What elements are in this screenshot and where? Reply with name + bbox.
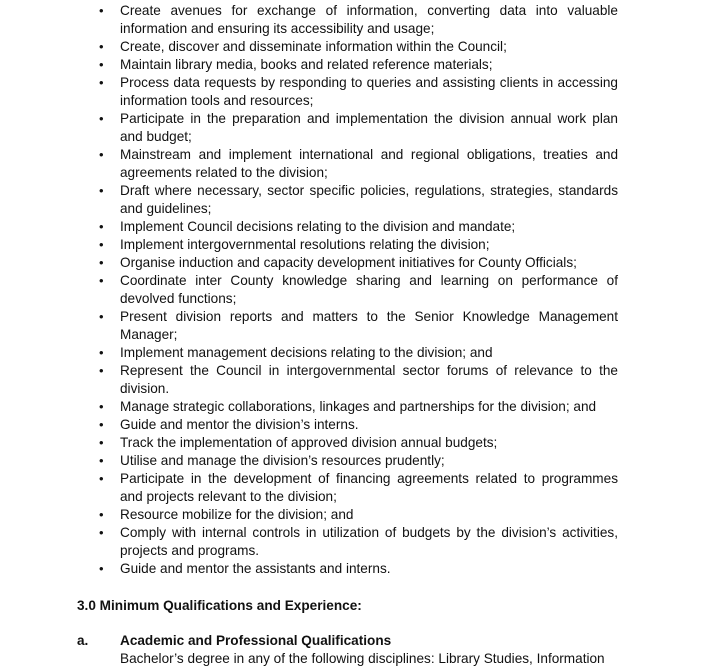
list-item-text: Track the implementation of approved division annual budgets; [120,435,498,450]
bullet-icon: • [99,57,104,72]
list-item [99,434,618,452]
bullet-icon: • [99,399,104,414]
bullet-icon: • [99,507,104,522]
bullet-icon: • [99,237,104,252]
bullet-icon: • [99,417,104,432]
list-item [99,524,618,560]
list-item-text: Comply with internal controls in utilization of budgets by the division’s activities, projects and programs. [120,525,618,558]
section-heading: 3.0 Minimum Qualifications and Experience: [77,598,362,613]
bullet-icon: • [99,345,104,360]
list-item [99,470,618,506]
list-item-text: Guide and mentor the division’s interns. [120,417,359,432]
list-item-text: Mainstream and implement international and regional obligations, treaties and agreements related to the division; [120,147,618,180]
subsection-text: Bachelor’s degree in any of the following disciplines: Library Studies, Information [120,651,605,666]
list-item [99,218,618,236]
bullet-icon: • [99,183,104,198]
subsection-marker: a. [77,633,89,648]
list-item [99,74,618,110]
list-item [99,308,618,344]
list-item [99,56,618,74]
list-item-text: Implement Council decisions relating to the division and mandate; [120,219,516,234]
list-item-text: Organise induction and capacity development initiatives for County Officials; [120,255,577,270]
list-item-text: Present division reports and matters to the Senior Knowledge Management Manager; [120,309,618,342]
list-item [99,506,618,524]
list-item [99,344,618,362]
list-item [99,182,618,218]
list-item-text: Draft where necessary, sector specific policies, regulations, strategies, standards and guidelines; [120,183,618,216]
list-item-text: Manage strategic collaborations, linkages and partnerships for the division; and [120,399,597,414]
list-item [99,236,618,254]
bullet-icon: • [99,219,104,234]
list-item [99,146,618,182]
list-item-text: Create avenues for exchange of information, converting data into valuable information and ensuring its accessibility and usage; [120,3,618,36]
list-item [99,254,618,272]
bullet-icon: • [99,561,104,576]
bullet-icon: • [99,111,104,126]
list-item-text: Resource mobilize for the division; and [120,507,354,522]
duties-bullet-list [0,2,702,578]
list-item [99,2,618,38]
list-item-text: Represent the Council in intergovernmental sector forums of relevance to the division. [120,363,618,396]
list-item-text: Coordinate inter County knowledge sharing and learning on performance of devolved functions; [120,273,618,306]
list-item-text: Create, discover and disseminate information within the Council; [120,39,507,54]
list-item [99,110,618,146]
list-item [99,398,618,416]
list-item-text: Utilise and manage the division’s resources prudently; [120,453,445,468]
list-item-text: Process data requests by responding to queries and assisting clients in accessing information tools and resources; [120,75,618,108]
list-item [99,560,618,578]
list-item [99,452,618,470]
subsection-title: Academic and Professional Qualifications [120,633,392,648]
bullet-icon: • [99,147,104,162]
list-item-text: Implement management decisions relating to the division; and [120,345,493,360]
bullet-icon: • [99,363,104,378]
bullet-icon: • [99,525,104,540]
bullet-icon: • [99,255,104,270]
list-item-text: Implement intergovernmental resolutions relating the division; [120,237,490,252]
list-item-text: Maintain library media, books and related reference materials; [120,57,493,72]
list-item [99,416,618,434]
bullet-icon: • [99,471,104,486]
bullet-icon: • [99,309,104,324]
list-item [99,38,618,56]
bullet-icon: • [99,3,104,18]
list-item [99,362,618,398]
list-item [99,272,618,308]
bullet-icon: • [99,39,104,54]
list-item-text: Participate in the development of financing agreements related to programmes and projects relevant to the division; [120,471,618,504]
list-item-text: Participate in the preparation and implementation the division annual work plan and budget; [120,111,618,144]
bullet-icon: • [99,75,104,90]
bullet-icon: • [99,273,104,288]
bullet-icon: • [99,435,104,450]
list-item-text: Guide and mentor the assistants and interns. [120,561,391,576]
bullet-icon: • [99,453,104,468]
